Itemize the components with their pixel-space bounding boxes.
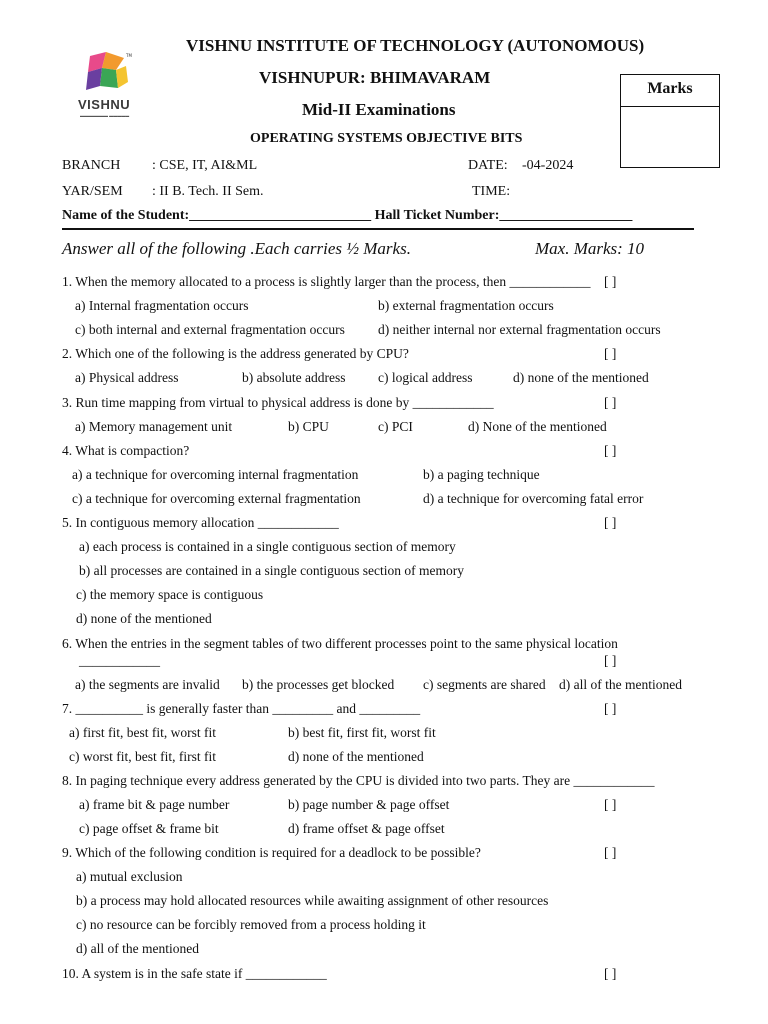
- question-text: 10. A system is in the safe state if ____________: [62, 966, 327, 981]
- option: c) logical address: [378, 370, 473, 385]
- question-text: 7. __________ is generally faster than _________ and _________: [62, 701, 421, 716]
- option: a) mutual exclusion: [76, 869, 183, 884]
- question-text: 4. What is compaction?: [62, 443, 190, 458]
- svg-text:TM: TM: [126, 53, 132, 58]
- option: a) first fit, best fit, worst fit: [69, 725, 216, 740]
- max-marks: Max. Marks: 10: [535, 239, 645, 258]
- option: c) worst fit, best fit, first fit: [69, 749, 216, 764]
- option: d) a technique for overcoming fatal error: [423, 491, 644, 506]
- answer-bracket[interactable]: [ ]: [604, 395, 617, 410]
- branch-value: : CSE, IT, AI&ML: [152, 158, 258, 173]
- subject-title: OPERATING SYSTEMS OBJECTIVE BITS: [250, 131, 523, 146]
- option: c) both internal and external fragmentation occurs: [75, 322, 345, 337]
- option: c) the memory space is contiguous: [76, 587, 264, 602]
- option: c) segments are shared: [423, 677, 546, 692]
- option: a) Internal fragmentation occurs: [75, 298, 249, 313]
- logo-tagline-glyphs: ▬▬▬▬▬▬▬ ▬▬▬▬▬: [80, 113, 130, 118]
- option: d) none of the mentioned: [288, 749, 424, 764]
- answer-bracket[interactable]: [ ]: [604, 515, 617, 530]
- answer-bracket[interactable]: [ ]: [604, 701, 617, 716]
- question-text: 2. Which one of the following is the address generated by CPU?: [62, 346, 409, 361]
- marks-label: Marks: [621, 75, 719, 107]
- question-text: 8. In paging technique every address generated by the CPU is divided into two parts. They are ____________: [62, 773, 655, 788]
- option: d) none of the mentioned: [76, 611, 212, 626]
- option: c) page offset & frame bit: [79, 821, 219, 836]
- vishnu-logo-icon: [76, 50, 144, 98]
- header-rule: [62, 228, 694, 230]
- option: d) all of the mentioned: [559, 677, 682, 692]
- option: c) a technique for overcoming external fragmentation: [72, 491, 361, 506]
- option: a) frame bit & page number: [79, 797, 230, 812]
- option: d) all of the mentioned: [76, 941, 199, 956]
- option: b) best fit, first fit, worst fit: [288, 725, 436, 740]
- answer-bracket[interactable]: [ ]: [604, 443, 617, 458]
- option: a) Memory management unit: [75, 419, 233, 434]
- logo-wordmark: VISHNU: [78, 97, 131, 112]
- option: d) None of the mentioned: [468, 419, 607, 434]
- student-name-line: Name of the Student:__________________________ Hall Ticket Number:___________________: [62, 208, 633, 223]
- date-label: DATE:: [468, 158, 508, 173]
- institute-logo: [76, 50, 144, 120]
- answer-bracket[interactable]: [ ]: [604, 653, 617, 668]
- option: b) absolute address: [242, 370, 346, 385]
- option: a) the segments are invalid: [75, 677, 220, 692]
- question-text: 6. When the entries in the segment tables of two different processes point to the same physical location: [62, 636, 618, 651]
- answer-bracket[interactable]: [ ]: [604, 845, 617, 860]
- answer-bracket[interactable]: [ ]: [604, 346, 617, 361]
- date-value: -04-2024: [522, 158, 574, 173]
- option: d) frame offset & page offset: [288, 821, 445, 836]
- option: b) all processes are contained in a single contiguous section of memory: [79, 563, 465, 578]
- option: b) a process may hold allocated resources while awaiting assignment of other resources: [76, 893, 549, 908]
- option: a) each process is contained in a single contiguous section of memory: [79, 539, 456, 554]
- answer-bracket[interactable]: [ ]: [604, 274, 617, 289]
- question-continuation: ____________: [79, 653, 160, 668]
- option: d) none of the mentioned: [513, 370, 649, 385]
- answer-bracket[interactable]: [ ]: [604, 797, 617, 812]
- option: a) a technique for overcoming internal fragmentation: [72, 467, 359, 482]
- yearsem-value: : II B. Tech. II Sem.: [152, 184, 264, 199]
- option: c) PCI: [378, 419, 413, 434]
- option: b) a paging technique: [423, 467, 540, 482]
- question-text: 3. Run time mapping from virtual to physical address is done by ____________: [62, 395, 494, 410]
- question-text: 5. In contiguous memory allocation ____________: [62, 515, 339, 530]
- instructions: Answer all of the following .Each carries ½ Marks.: [62, 239, 411, 258]
- option: b) external fragmentation occurs: [378, 298, 554, 313]
- exam-title: Mid-II Examinations: [302, 100, 456, 119]
- option: d) neither internal nor external fragmentation occurs: [378, 322, 661, 337]
- marks-box: [620, 74, 720, 168]
- option: a) Physical address: [75, 370, 179, 385]
- time-label: TIME:: [472, 184, 511, 199]
- option: c) no resource can be forcibly removed from a process holding it: [76, 917, 426, 932]
- option: b) CPU: [288, 419, 329, 434]
- institute-place: VISHNUPUR: BHIMAVARAM: [259, 68, 491, 87]
- branch-label: BRANCH: [62, 158, 121, 173]
- yearsem-label: YAR/SEM: [62, 184, 123, 199]
- option: b) page number & page offset: [288, 797, 450, 812]
- institute-name: VISHNU INSTITUTE OF TECHNOLOGY (AUTONOMOUS): [186, 36, 645, 55]
- question-text: 9. Which of the following condition is required for a deadlock to be possible?: [62, 845, 481, 860]
- option: b) the processes get blocked: [242, 677, 395, 692]
- answer-bracket[interactable]: [ ]: [604, 966, 617, 981]
- question-text: 1. When the memory allocated to a process is slightly larger than the process, then ____________: [62, 274, 591, 289]
